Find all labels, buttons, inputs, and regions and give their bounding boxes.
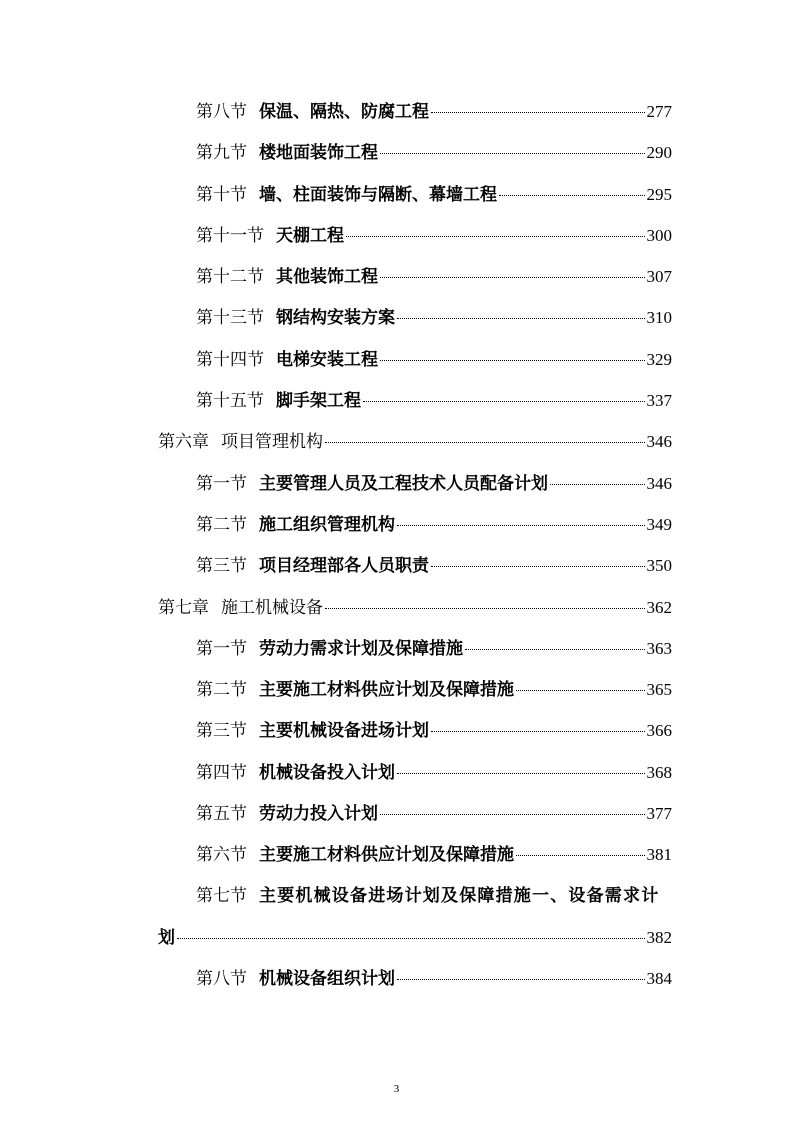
dot-leader xyxy=(363,401,645,402)
toc-entry-label: 第十四节 xyxy=(196,349,264,370)
toc-entry[interactable] xyxy=(0,710,793,751)
toc-entry[interactable] xyxy=(0,215,793,256)
toc-entry[interactable] xyxy=(0,256,793,297)
toc-entry[interactable] xyxy=(0,463,793,504)
toc-chapter-entry[interactable] xyxy=(0,587,793,628)
toc-entry-title: 主要机械设备进场计划 xyxy=(259,721,429,742)
toc-entry-page-number: 363 xyxy=(646,638,672,658)
toc-entry-page-number: 346 xyxy=(646,473,672,493)
toc-entry-label: 第一节 xyxy=(196,473,247,494)
toc-entry-page-number: 384 xyxy=(646,969,672,989)
toc-entry-page-number: 310 xyxy=(646,308,672,328)
toc-entry-label: 第十二节 xyxy=(196,267,264,288)
toc-entry-page-number: 368 xyxy=(646,762,672,782)
dot-leader xyxy=(177,938,645,939)
toc-entry-title: 楼地面装饰工程 xyxy=(259,143,378,164)
dot-leader xyxy=(380,277,645,278)
toc-entry-label: 第六节 xyxy=(196,845,247,866)
toc-entry-title: 主要施工材料供应计划及保障措施 xyxy=(259,845,514,866)
toc-entry-label: 第三节 xyxy=(196,556,247,577)
toc-entry-page-number: 382 xyxy=(646,927,672,947)
page-footer-number: 3 xyxy=(393,1083,400,1095)
dot-leader xyxy=(325,442,645,443)
toc-entry[interactable] xyxy=(0,545,793,586)
dot-leader xyxy=(431,112,645,113)
toc-entry[interactable] xyxy=(0,91,793,132)
dot-leader xyxy=(380,814,645,815)
toc-entry[interactable] xyxy=(0,958,793,999)
toc-entry[interactable] xyxy=(0,174,793,215)
toc-entry-label: 第十节 xyxy=(196,184,247,205)
toc-entry[interactable] xyxy=(0,752,793,793)
dot-leader xyxy=(380,153,645,154)
toc-entry-page-number: 290 xyxy=(646,143,672,163)
toc-entry-title: 项目管理机构 xyxy=(221,432,323,453)
toc-entry-title: 施工机械设备 xyxy=(221,597,323,618)
toc-entry-title: 机械设备投入计划 xyxy=(259,762,395,783)
toc-entry-page-number: 377 xyxy=(646,804,672,824)
dot-leader xyxy=(516,690,645,691)
toc-entry-title: 主要管理人员及工程技术人员配备计划 xyxy=(259,473,548,494)
toc-entry[interactable] xyxy=(0,834,793,875)
toc-entry-label: 第十三节 xyxy=(196,308,264,329)
toc-entry[interactable] xyxy=(0,669,793,710)
toc-entry-page-number: 365 xyxy=(646,680,672,700)
toc-entry[interactable] xyxy=(0,628,793,669)
dot-leader xyxy=(397,979,645,980)
toc-entry-title: 主要施工材料供应计划及保障措施 xyxy=(259,680,514,701)
dot-leader xyxy=(397,773,645,774)
toc-entry-title: 保温、隔热、防腐工程 xyxy=(259,102,429,122)
toc-entry-title: 墙、柱面装饰与隔断、幕墙工程 xyxy=(259,184,497,205)
toc-entry-title-continued: 划 xyxy=(158,927,175,948)
toc-entry-page-number: 300 xyxy=(646,225,672,245)
toc-entry-title: 劳动力投入计划 xyxy=(259,804,378,825)
toc-entry-title: 脚手架工程 xyxy=(276,391,361,412)
table-of-contents xyxy=(0,91,793,1000)
dot-leader xyxy=(380,360,645,361)
toc-entry-label: 第九节 xyxy=(196,143,247,164)
toc-entry-label: 第七节 xyxy=(196,885,247,906)
dot-leader xyxy=(431,731,645,732)
toc-entry-title: 项目经理部各人员职责 xyxy=(259,556,429,577)
toc-entry-label: 第四节 xyxy=(196,762,247,783)
toc-entry-page-number: 366 xyxy=(646,721,672,741)
toc-entry-wrapped[interactable] xyxy=(0,876,793,959)
toc-entry-label: 第一节 xyxy=(196,638,247,659)
toc-entry-label: 第十五节 xyxy=(196,391,264,412)
toc-entry-title: 主要机械设备进场计划及保障措施一、设备需求计 xyxy=(259,885,660,906)
toc-entry-page-number: 381 xyxy=(646,845,672,865)
toc-entry-page-number: 350 xyxy=(646,556,672,576)
toc-entry-label: 第八节 xyxy=(196,102,247,122)
toc-chapter-entry[interactable] xyxy=(0,421,793,462)
toc-entry-first-line xyxy=(196,876,672,917)
toc-entry-page-number: 362 xyxy=(646,597,672,617)
dot-leader xyxy=(516,855,645,856)
toc-entry-page-number: 277 xyxy=(646,102,672,121)
toc-entry[interactable] xyxy=(0,339,793,380)
toc-entries xyxy=(0,91,793,876)
toc-entry-page-number: 349 xyxy=(646,514,672,534)
toc-entry[interactable] xyxy=(0,297,793,338)
toc-entry-title: 劳动力需求计划及保障措施 xyxy=(259,638,463,659)
toc-entry-label: 第三节 xyxy=(196,721,247,742)
dot-leader xyxy=(550,484,645,485)
toc-entry-page-number: 329 xyxy=(646,349,672,369)
dot-leader xyxy=(465,649,645,650)
dot-leader xyxy=(431,566,645,567)
toc-entry-page-number: 346 xyxy=(646,432,672,452)
toc-entry-label: 第六章 xyxy=(158,432,209,453)
toc-entry-page-number: 337 xyxy=(646,391,672,411)
toc-entry-second-line xyxy=(158,917,672,958)
toc-entry-label: 第二节 xyxy=(196,680,247,701)
toc-entry-title: 机械设备组织计划 xyxy=(259,969,395,990)
toc-entry[interactable] xyxy=(0,504,793,545)
toc-entry[interactable] xyxy=(0,132,793,173)
toc-entry-label: 第七章 xyxy=(158,597,209,618)
toc-entry-title: 天棚工程 xyxy=(276,225,344,246)
toc-entry-page-number: 295 xyxy=(646,184,672,204)
dot-leader xyxy=(397,318,645,319)
toc-entry-label: 第五节 xyxy=(196,804,247,825)
toc-entry-title: 钢结构安装方案 xyxy=(276,308,395,329)
dot-leader xyxy=(346,236,645,237)
toc-entry-label: 第十一节 xyxy=(196,225,264,246)
dot-leader xyxy=(397,525,645,526)
dot-leader xyxy=(499,195,645,196)
toc-entry-label: 第八节 xyxy=(196,969,247,990)
toc-entry-title: 电梯安装工程 xyxy=(276,349,378,370)
toc-entry[interactable] xyxy=(0,793,793,834)
toc-entry-title: 施工组织管理机构 xyxy=(259,514,395,535)
toc-entry-label: 第二节 xyxy=(196,514,247,535)
dot-leader xyxy=(325,608,645,609)
toc-entry[interactable] xyxy=(0,380,793,421)
toc-entry-page-number: 307 xyxy=(646,267,672,287)
toc-entry-title: 其他装饰工程 xyxy=(276,267,378,288)
